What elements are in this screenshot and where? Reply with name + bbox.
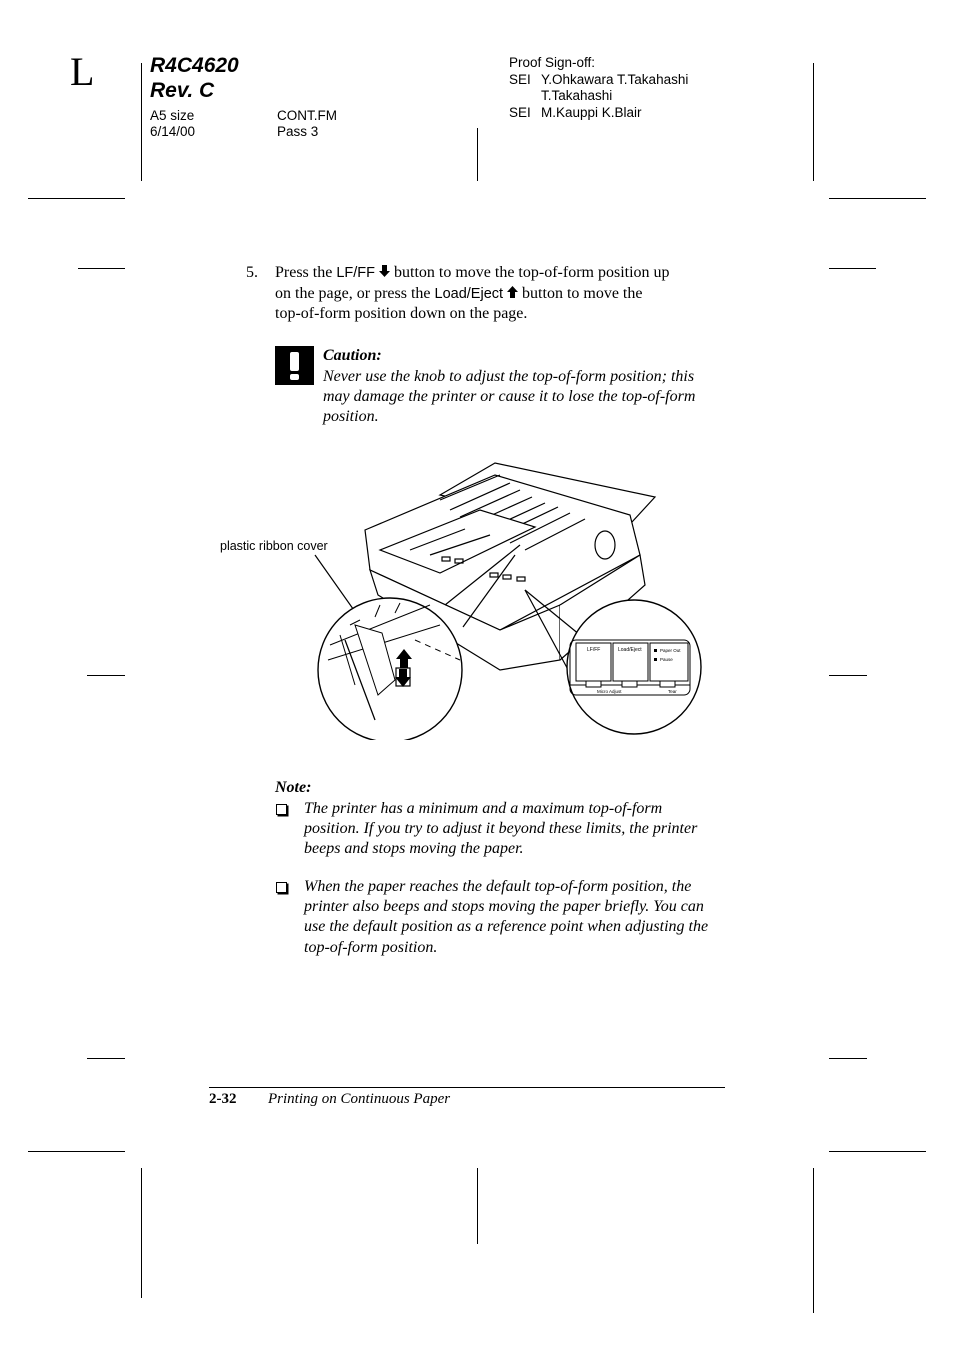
signoff-names-cont: T.Takahashi xyxy=(541,88,613,103)
step-line xyxy=(275,263,670,284)
note-item-text: The printer has a minimum and a maximum top-of-form xyxy=(304,800,663,817)
caution-text: may damage the printer or cause it to lose the top-of-form xyxy=(323,388,696,405)
corner-mark: L xyxy=(70,49,95,94)
panel-paper-out-label: Paper Out xyxy=(660,648,681,653)
caution-text: Never use the knob to adjust the top-of-form position; this xyxy=(323,368,695,385)
step-text: on the page, or press the xyxy=(275,285,431,302)
signoff-org: SEI xyxy=(509,72,531,87)
size-label: A5 size xyxy=(150,108,195,123)
date-label: 6/14/00 xyxy=(150,124,196,139)
signoff-org: SEI xyxy=(509,105,531,120)
caution-title: Caution: xyxy=(323,347,382,364)
bullet-box-icon xyxy=(276,804,287,815)
note-item-text: use the default position as a reference point when adjusting the xyxy=(304,918,709,935)
footer-rule xyxy=(209,1087,725,1088)
caution-icon xyxy=(275,346,314,385)
note-item-text: beeps and stops moving the paper. xyxy=(304,840,524,857)
note-title: Note: xyxy=(275,779,312,796)
note-item-text: top-of-form position. xyxy=(304,939,438,956)
signoff-names: M.Kauppi K.Blair xyxy=(541,105,642,120)
footer-title: Printing on Continuous Paper xyxy=(268,1091,451,1107)
printer-illustration xyxy=(300,455,710,740)
lf-ff-button-label: LF/FF xyxy=(336,265,375,281)
page-number: 2-32 xyxy=(209,1091,237,1107)
panel-load-eject-label: Load/Eject xyxy=(618,647,642,653)
ribbon-cover-callout: plastic ribbon cover xyxy=(220,539,328,553)
panel-tear-label: Tear xyxy=(668,689,677,694)
step-text: Press the xyxy=(275,264,333,281)
caution-text: position. xyxy=(323,408,379,425)
filename-label: CONT.FM xyxy=(277,108,337,123)
down-arrow-icon xyxy=(379,264,390,281)
document-id xyxy=(150,53,239,103)
pass-label: Pass 3 xyxy=(277,124,319,139)
panel-micro-adjust-label: Micro Adjust xyxy=(597,689,622,694)
note-item-text: When the paper reaches the default top-of-form position, the xyxy=(304,878,692,895)
load-eject-button-label: Load/Eject xyxy=(434,286,504,302)
step-text: button to move the xyxy=(522,285,643,302)
note-item-text: position. If you try to adjust it beyond these limits, the printer xyxy=(304,820,698,837)
up-arrow-icon xyxy=(507,285,518,302)
step-number: 5. xyxy=(246,264,258,281)
bullet-box-icon xyxy=(276,882,287,893)
panel-lf-ff-label: LF/FF xyxy=(587,647,601,653)
model-code: R4C4620 xyxy=(150,54,239,77)
step-line xyxy=(275,284,642,305)
panel-pause-label: Pause xyxy=(660,657,673,662)
revision-label: Rev. C xyxy=(150,79,215,102)
step-text: top-of-form position down on the page. xyxy=(275,305,528,322)
proof-signoff-title: Proof Sign-off: xyxy=(509,55,596,70)
signoff-names: Y.Ohkawara T.Takahashi xyxy=(541,72,689,87)
note-item-text: printer also beeps and stops moving the paper briefly. You can xyxy=(304,898,704,915)
step-text: button to move the top-of-form position up xyxy=(394,264,670,281)
